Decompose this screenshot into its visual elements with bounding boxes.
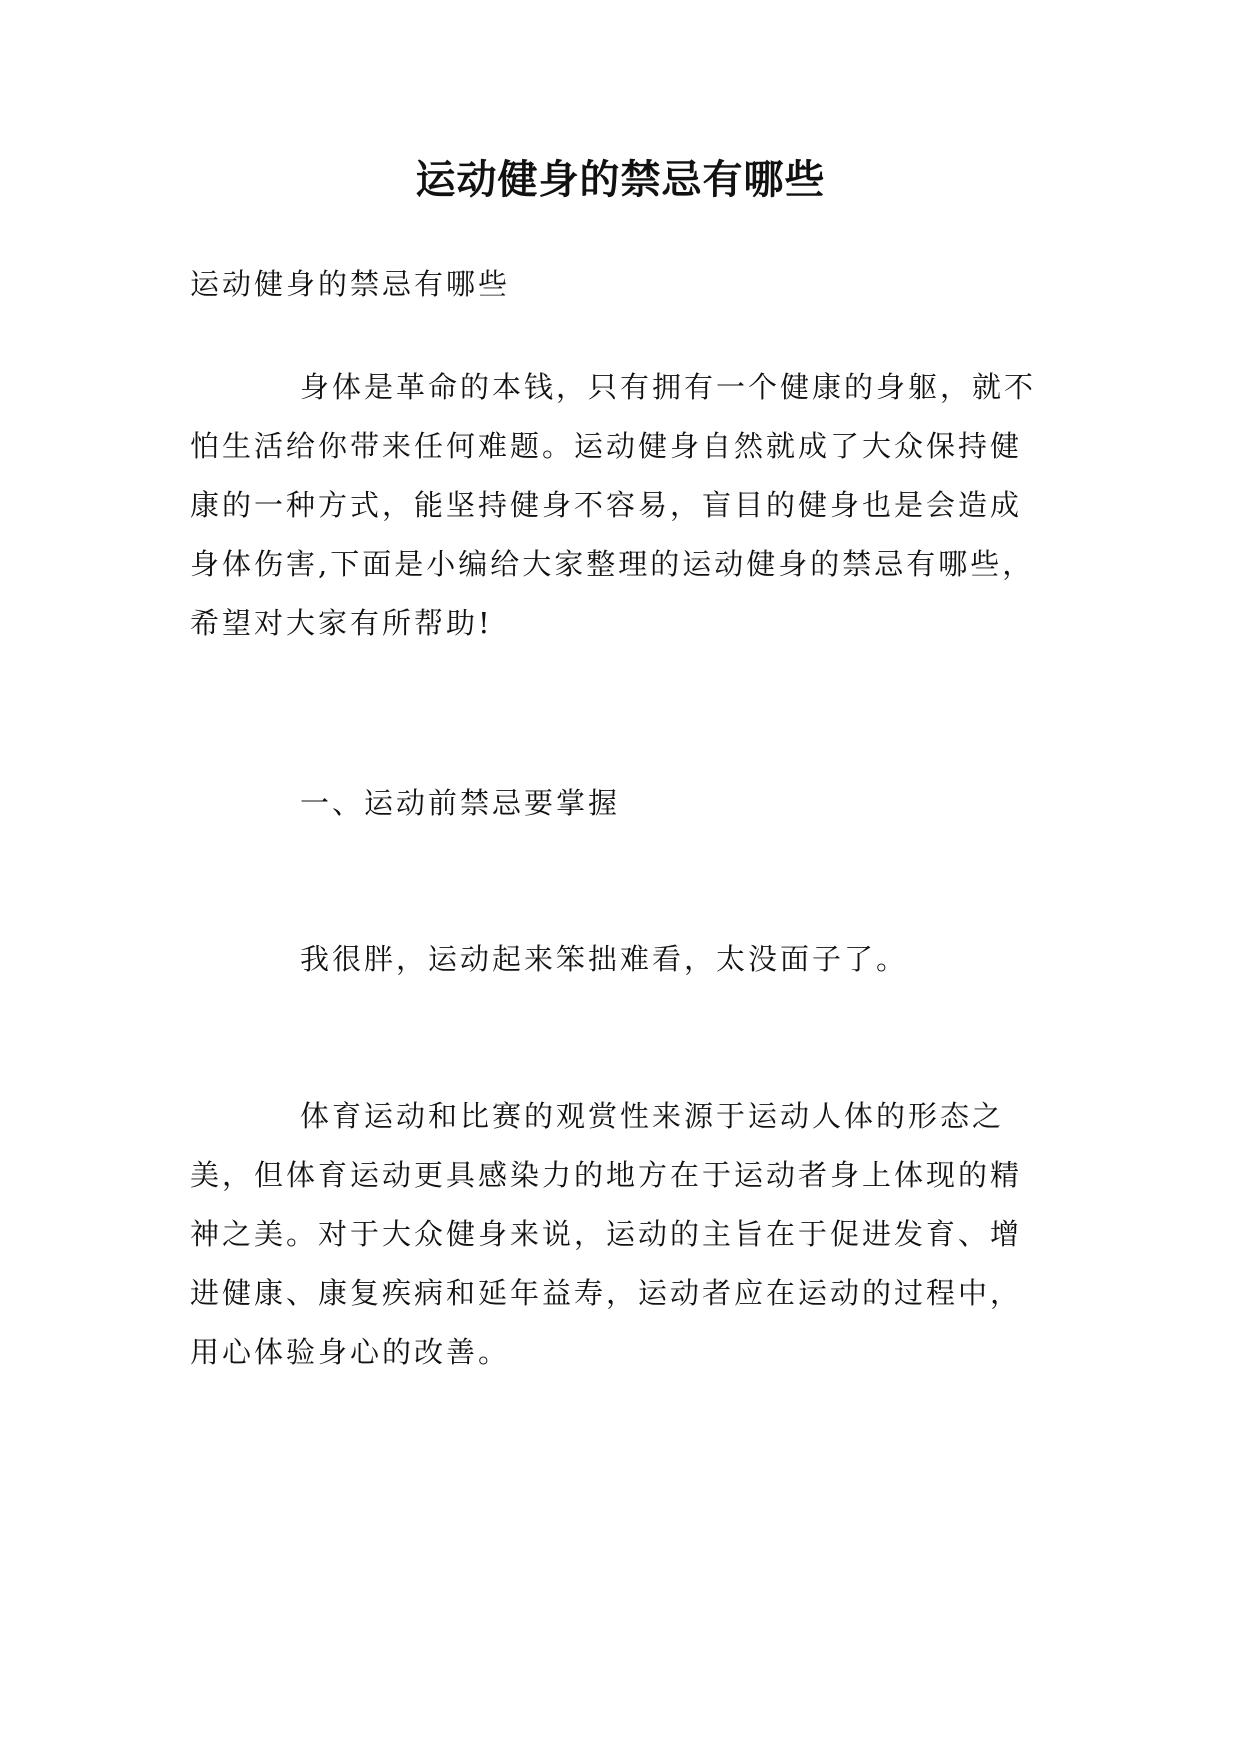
section-heading [190,774,1070,833]
body-paragraph [190,1087,1070,1382]
paragraph-line: 希望对大家有所帮助! [190,606,493,640]
document-subtitle [190,255,1070,314]
paragraph-line: 康的一种方式，能坚持健身不容易，盲目的健身也是会造成 [190,488,1023,522]
paragraph-line: 美，但体育运动更具感染力的地方在于运动者身上体现的精 [190,1158,1023,1192]
paragraph-line: 身体伤害,下面是小编给大家整理的运动健身的禁忌有哪些， [190,547,1035,581]
paragraph-line: 进健康、康复疾病和延年益寿，运动者应在运动的过程中， [190,1276,1023,1310]
paragraph-line: 体育运动和比赛的观赏性来源于运动人体的形态之 [300,1099,1005,1133]
section-heading-text: 一、运动前禁忌要掌握 [300,786,621,820]
paragraph-line: 神之美。对于大众健身来说，运动的主旨在于促进发育、增 [190,1217,1023,1251]
paragraph-line: 用心体验身心的改善。 [190,1335,511,1369]
point-statement [190,930,1070,989]
paragraph-line: 怕生活给你带来任何难题。运动健身自然就成了大众保持健 [190,429,1023,463]
intro-paragraph [190,358,1070,653]
subtitle-text: 运动健身的禁忌有哪些 [190,267,511,301]
document-title: 运动健身的禁忌有哪些 [415,157,826,203]
paragraph-line: 身体是革命的本钱，只有拥有一个健康的身躯，就不 [300,370,1037,404]
point-statement-text: 我很胖，运动起来笨拙难看，太没面子了。 [300,942,909,976]
